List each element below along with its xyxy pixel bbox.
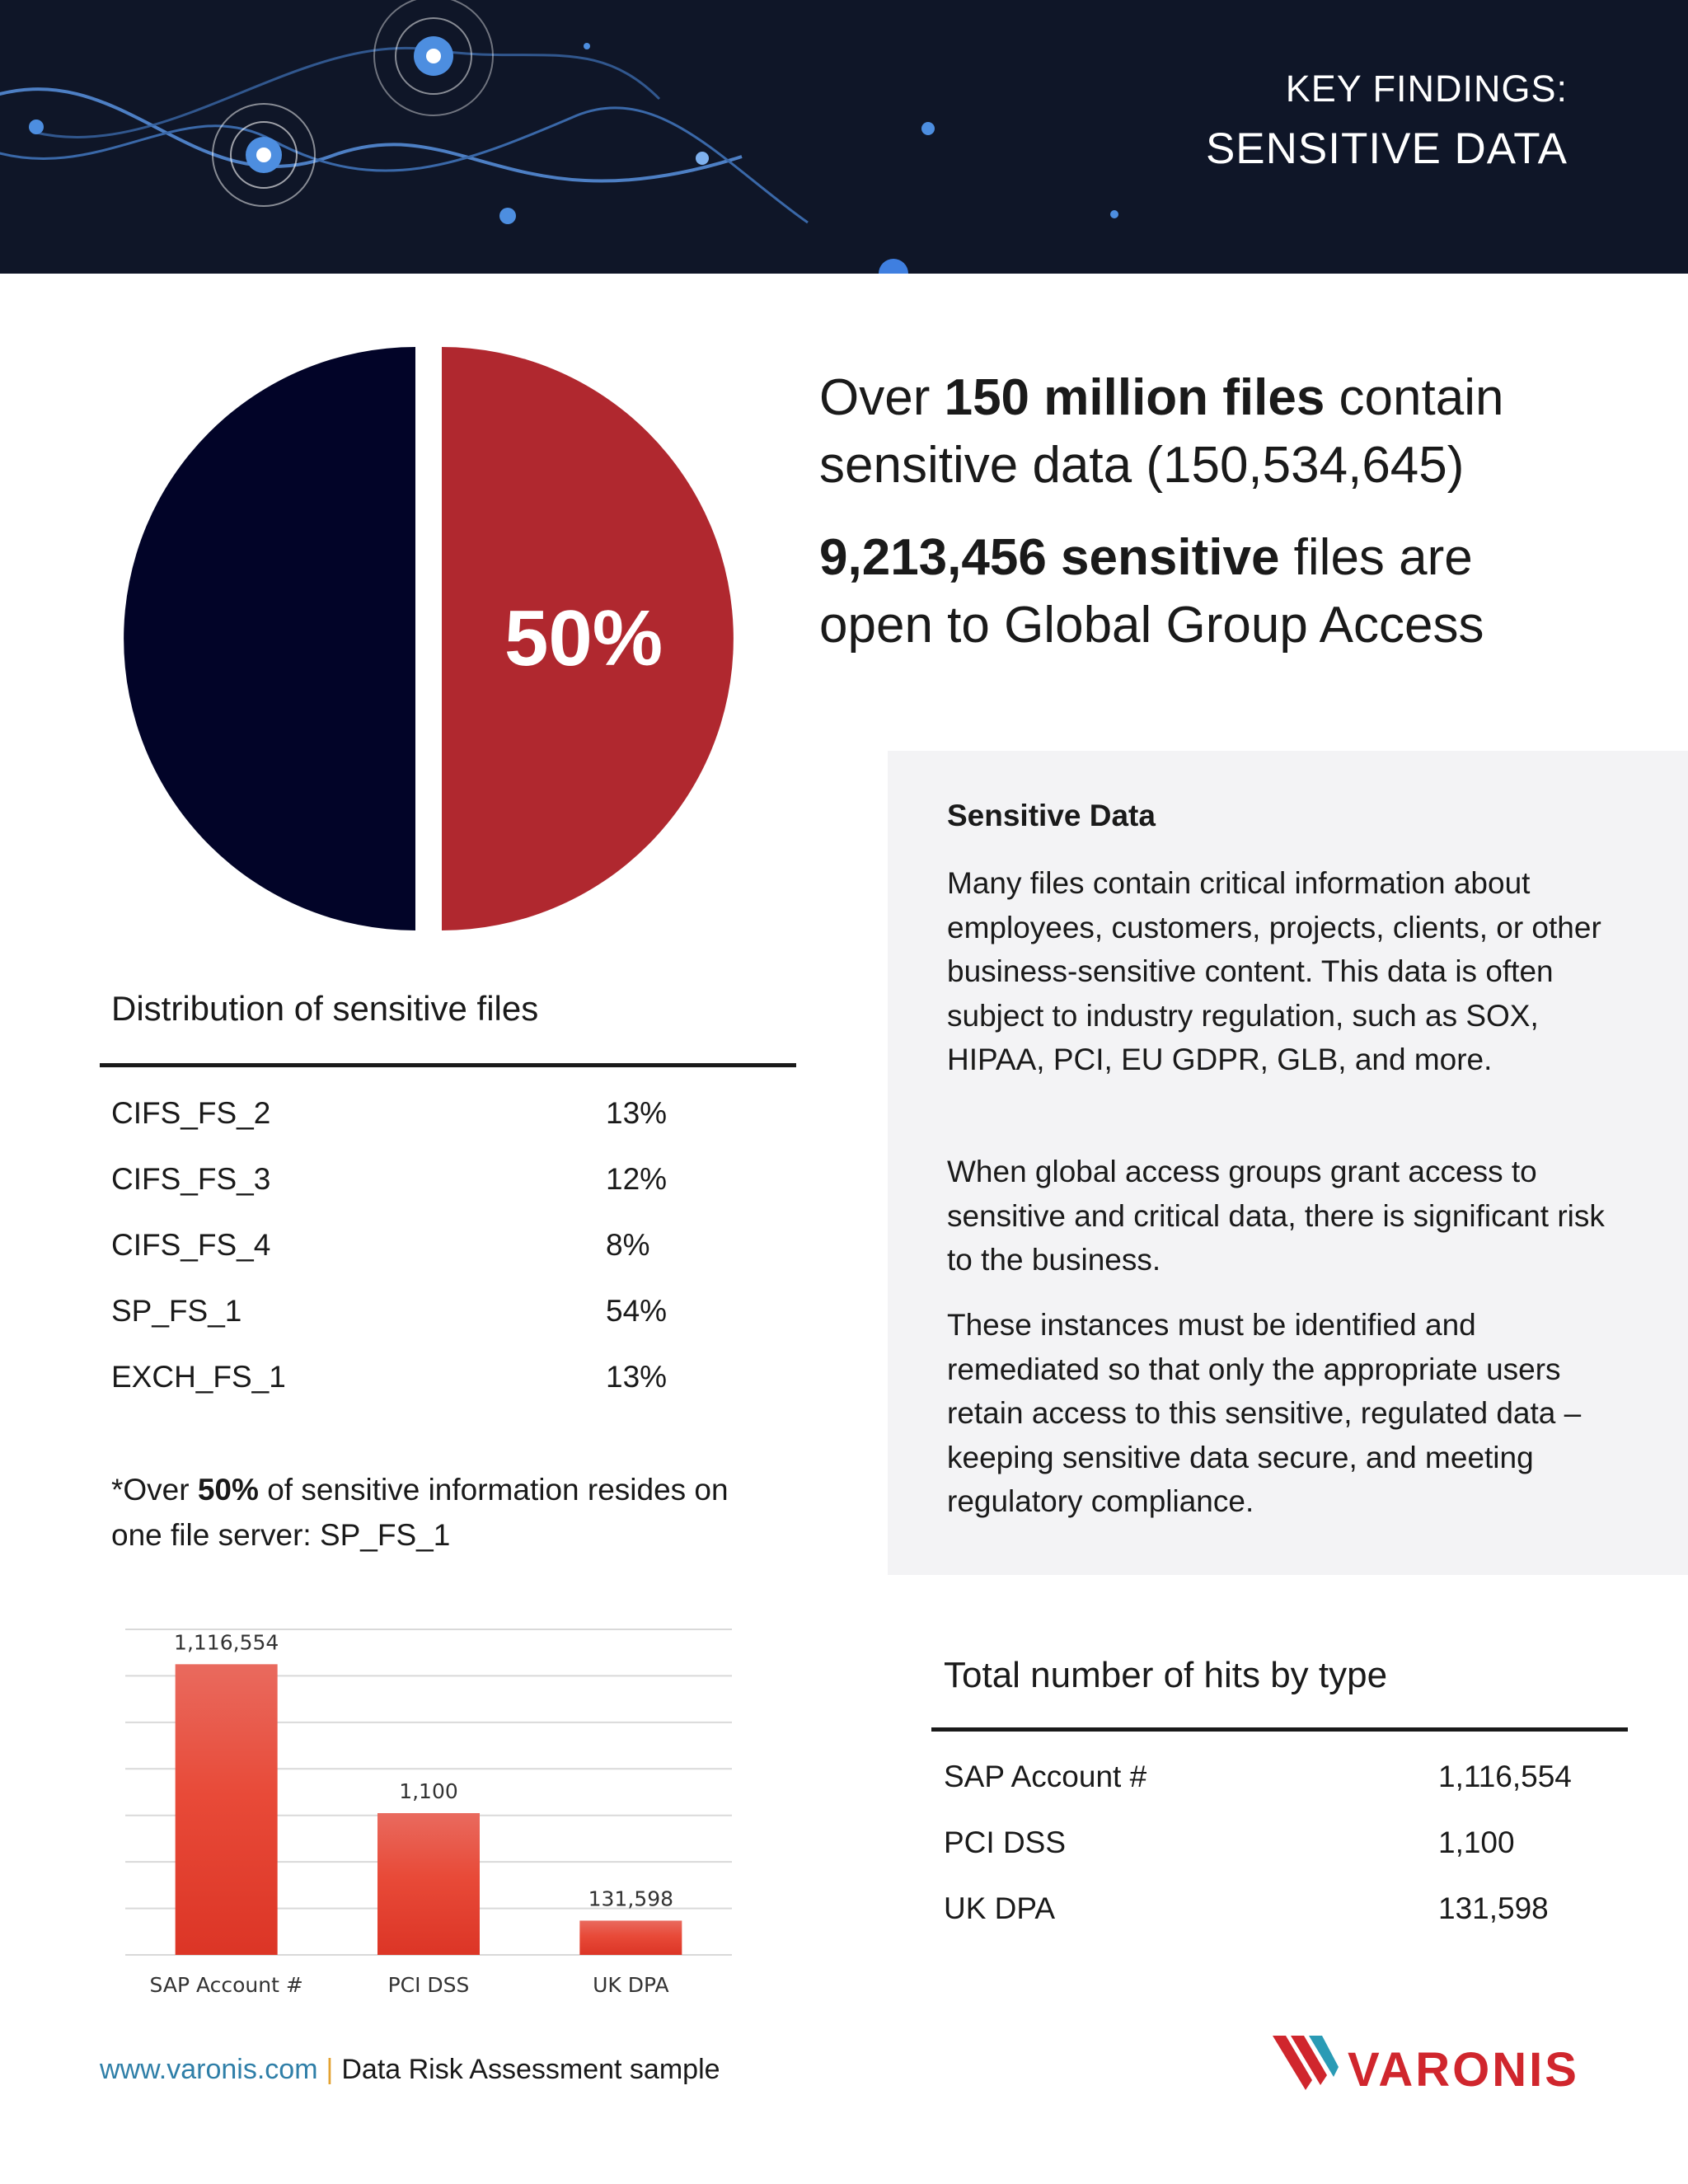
sensitive-data-info-box xyxy=(888,751,1688,1575)
row-name: CIFS_FS_3 xyxy=(111,1162,271,1196)
bar-value-label: 131,598 xyxy=(588,1886,674,1911)
header-kicker: KEY FINDINGS: xyxy=(1285,68,1568,110)
row-value: 12% xyxy=(606,1162,668,1196)
row-value: 8% xyxy=(606,1228,650,1262)
row-value: 54% xyxy=(606,1294,668,1328)
logo-wordmark: VARONIS xyxy=(1348,2043,1579,2097)
headline-files-count: Over 150 million files contain sensitive data (150,534,645) xyxy=(819,369,1504,494)
category-tick-label: UK DPA xyxy=(593,1973,669,1997)
row-name: SAP Account # xyxy=(944,1760,1147,1793)
info-box-title: Sensitive Data xyxy=(947,799,1156,832)
varonis-logo-icon xyxy=(1269,2029,1343,2103)
footer-separator: | xyxy=(326,2054,334,2085)
pie-slice-other xyxy=(124,347,415,930)
row-name: EXCH_FS_1 xyxy=(111,1360,286,1394)
table-row xyxy=(111,1360,771,1409)
table-row xyxy=(944,1760,1603,1809)
footer xyxy=(100,2054,720,2086)
row-name: UK DPA xyxy=(944,1891,1056,1925)
table-row xyxy=(111,1096,771,1146)
footer-text: Data Risk Assessment sample xyxy=(341,2054,720,2085)
bar xyxy=(579,1920,682,1955)
table-row xyxy=(944,1891,1603,1941)
category-tick-label: SAP Account # xyxy=(149,1973,303,1997)
row-name: PCI DSS xyxy=(944,1825,1067,1859)
header-banner xyxy=(0,0,1688,274)
bar xyxy=(176,1664,278,1955)
pie-percent-label: 50% xyxy=(504,594,663,682)
row-name: CIFS_FS_2 xyxy=(111,1096,271,1130)
distribution-divider xyxy=(100,1063,796,1067)
row-value: 1,100 xyxy=(1438,1825,1515,1859)
table-row xyxy=(111,1294,771,1343)
table-row xyxy=(944,1825,1603,1875)
hits-title: Total number of hits by type xyxy=(944,1655,1388,1695)
bar-value-label: 1,100 xyxy=(399,1779,458,1803)
bar xyxy=(377,1813,480,1955)
row-name: SP_FS_1 xyxy=(111,1294,242,1328)
headline-global-access: 9,213,456 sensitive files are open to Global Group Access xyxy=(819,529,1484,654)
hits-bar-chart xyxy=(115,1619,742,2015)
category-tick-label: PCI DSS xyxy=(387,1973,470,1997)
info-paragraph-2: When global access groups grant access to sensitive and critical data, there is significant risk to the business. xyxy=(947,1155,1605,1277)
chart-bars xyxy=(150,1630,682,1997)
row-value: 131,598 xyxy=(1438,1891,1549,1925)
row-name: CIFS_FS_4 xyxy=(111,1228,271,1262)
distribution-footnote: *Over 50% of sensitive information resides on one file server: SP_FS_1 xyxy=(111,1473,729,1552)
info-paragraph-1: Many files contain critical information about employees, customers, projects, clients, or other business-sensitive content. This data is often subject to industry regulation, such as SOX, HIPAA, PCI, EU GDPR, GLB, and more. xyxy=(947,866,1601,1076)
distribution-title: Distribution of sensitive files xyxy=(111,989,539,1028)
website-link[interactable]: www.varonis.com xyxy=(100,2054,318,2085)
row-value: 1,116,554 xyxy=(1438,1760,1572,1793)
varonis-logo xyxy=(1269,2029,1599,2103)
row-value: 13% xyxy=(606,1096,668,1130)
row-value: 13% xyxy=(606,1360,668,1394)
header-title: SENSITIVE DATA xyxy=(1205,124,1568,173)
info-paragraph-3: These instances must be identified and remediated so that only the appropriate users retain access to this sensitive, regulated data – keeping sensitive data secure, and meeting regulatory compliance. xyxy=(947,1308,1582,1518)
bar-value-label: 1,116,554 xyxy=(174,1630,279,1655)
table-row xyxy=(111,1162,771,1212)
table-row xyxy=(111,1228,771,1277)
hits-divider xyxy=(931,1727,1628,1732)
